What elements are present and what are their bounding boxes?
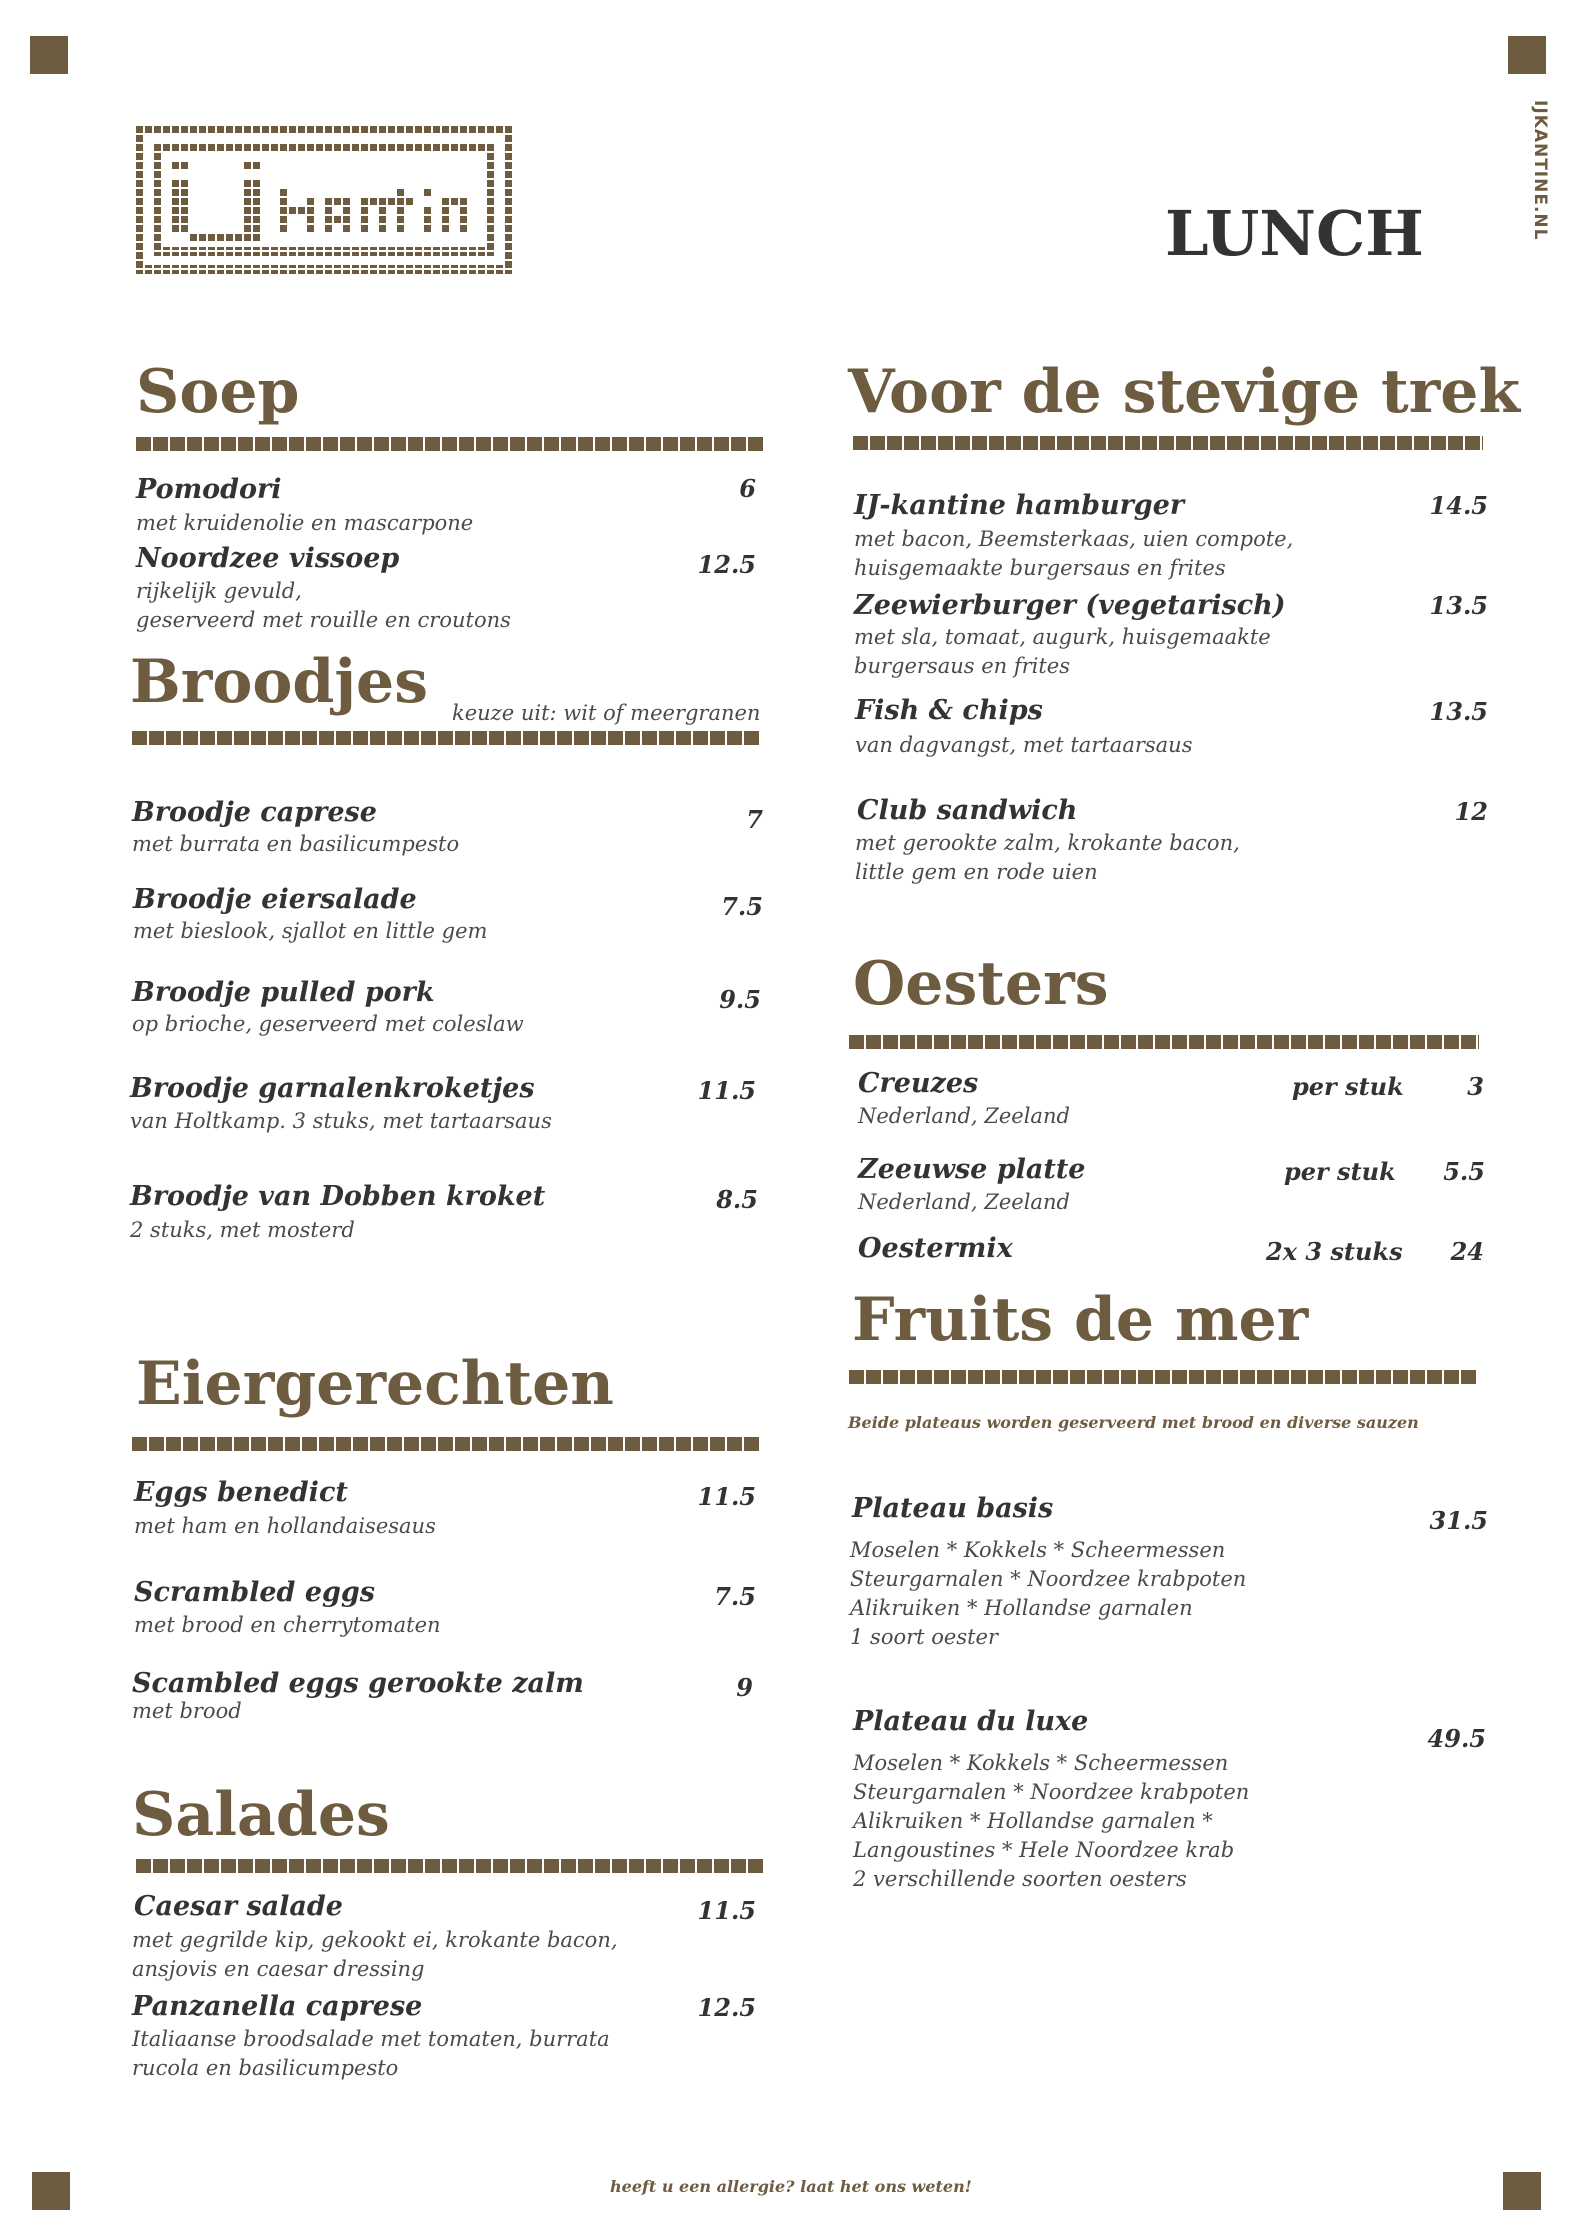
menu-item-name: Scrambled eggs bbox=[134, 1577, 375, 1608]
menu-item-price: 13.5 bbox=[1429, 697, 1488, 726]
menu-item-price: 6 bbox=[739, 474, 756, 503]
menu-item-price: 8.5 bbox=[716, 1185, 758, 1214]
menu-item-name: Zeewierburger (vegetarisch) bbox=[854, 590, 1286, 621]
menu-item-name: IJ-kantine hamburger bbox=[854, 490, 1185, 521]
menu-item-name: Noordzee vissoep bbox=[136, 543, 400, 574]
section-title-eiergerechten: Eiergerechten bbox=[136, 1349, 614, 1419]
corner-mark-bottom-left bbox=[32, 2172, 70, 2210]
menu-item-price: 9 bbox=[736, 1673, 753, 1702]
allergy-note: heeft u een allergie? laat het ons weten! bbox=[610, 2177, 972, 2196]
menu-item-desc: 1 soort oester bbox=[850, 1625, 999, 1649]
menu-item-name: Eggs benedict bbox=[134, 1477, 348, 1508]
section-divider bbox=[849, 1370, 1477, 1384]
menu-item-price: 12.5 bbox=[697, 1993, 756, 2022]
menu-item-price: 7.5 bbox=[721, 892, 763, 921]
menu-item-price: 7 bbox=[746, 805, 763, 834]
corner-mark-top-left bbox=[30, 36, 68, 74]
menu-item-price: 11.5 bbox=[697, 1076, 756, 1105]
menu-item-price: 31.5 bbox=[1429, 1506, 1488, 1535]
menu-item-desc: Alikruiken * Hollandse garnalen bbox=[850, 1596, 1193, 1620]
section-title-oesters: Oesters bbox=[853, 949, 1109, 1019]
menu-item-desc: op brioche, geserveerd met coleslaw bbox=[132, 1012, 524, 1036]
menu-item-desc: Nederland, Zeeland bbox=[858, 1190, 1070, 1214]
section-title-fruits-de-mer: Fruits de mer bbox=[852, 1285, 1309, 1355]
menu-item-desc: met brood bbox=[132, 1699, 242, 1723]
menu-item-name: Fish & chips bbox=[855, 695, 1043, 726]
menu-item-desc: Moselen * Kokkels * Scheermessen bbox=[853, 1751, 1229, 1775]
menu-item-unit: per stuk bbox=[1292, 1072, 1404, 1101]
menu-item-desc: Langoustines * Hele Noordzee krab bbox=[853, 1838, 1235, 1862]
website-text: IJKANTINE.NL bbox=[1530, 100, 1550, 241]
menu-item-desc: van Holtkamp. 3 stuks, met tartaarsaus bbox=[130, 1109, 552, 1133]
section-divider bbox=[136, 437, 764, 451]
menu-item-desc: 2 verschillende soorten oesters bbox=[853, 1867, 1187, 1891]
menu-item-name: Broodje eiersalade bbox=[133, 884, 417, 915]
menu-item-price: 7.5 bbox=[714, 1582, 756, 1611]
menu-item-name: Broodje pulled pork bbox=[132, 977, 435, 1008]
section-note: keuze uit: wit of meergranen bbox=[452, 701, 761, 725]
section-divider bbox=[132, 731, 760, 745]
menu-item-price: 12.5 bbox=[697, 550, 756, 579]
menu-item-name: Caesar salade bbox=[134, 1891, 343, 1922]
menu-item-desc: met ham en hollandaisesaus bbox=[134, 1514, 436, 1538]
section-divider bbox=[849, 1035, 1479, 1049]
menu-item-price: 49.5 bbox=[1427, 1724, 1486, 1753]
section-title-broodjes: Broodjes bbox=[130, 647, 428, 717]
menu-item-desc: Nederland, Zeeland bbox=[858, 1104, 1070, 1128]
section-note: Beide plateaus worden geserveerd met brood en diverse sauzen bbox=[848, 1413, 1419, 1432]
menu-item-price: 24 bbox=[1450, 1237, 1484, 1266]
menu-item-desc: burgersaus en frites bbox=[854, 654, 1070, 678]
menu-item-name: Panzanella caprese bbox=[132, 1991, 423, 2022]
section-divider bbox=[132, 1437, 760, 1451]
section-divider bbox=[853, 436, 1483, 450]
ij-kantine-logo bbox=[136, 126, 512, 274]
menu-item-name: Scambled eggs gerookte zalm bbox=[132, 1668, 584, 1699]
menu-item-price: 11.5 bbox=[697, 1482, 756, 1511]
menu-item-desc: rucola en basilicumpesto bbox=[132, 2056, 399, 2080]
menu-item-name: Broodje van Dobben kroket bbox=[130, 1181, 546, 1212]
menu-item-name: Plateau basis bbox=[852, 1493, 1054, 1524]
menu-item-price: 3 bbox=[1467, 1072, 1484, 1101]
menu-item-desc: met burrata en basilicumpesto bbox=[132, 832, 460, 856]
menu-item-price: 9.5 bbox=[719, 985, 761, 1014]
menu-item-price: 5.5 bbox=[1443, 1157, 1485, 1186]
menu-item-price: 11.5 bbox=[697, 1896, 756, 1925]
section-divider bbox=[136, 1859, 764, 1873]
menu-item-desc: Alikruiken * Hollandse garnalen * bbox=[853, 1809, 1213, 1833]
menu-item-name: Plateau du luxe bbox=[853, 1706, 1089, 1737]
section-title-soep: Soep bbox=[136, 357, 300, 427]
menu-item-name: Creuzes bbox=[858, 1068, 979, 1099]
menu-item-desc: Steurgarnalen * Noordzee krabpoten bbox=[853, 1780, 1250, 1804]
menu-item-desc: met gegrilde kip, gekookt ei, krokante bacon, bbox=[132, 1928, 618, 1952]
menu-item-desc: Steurgarnalen * Noordzee krabpoten bbox=[850, 1567, 1247, 1591]
menu-item-desc: rijkelijk gevuld, bbox=[136, 579, 302, 603]
menu-item-desc: huisgemaakte burgersaus en frites bbox=[854, 556, 1226, 580]
menu-item-desc: met gerookte zalm, krokante bacon, bbox=[855, 831, 1240, 855]
menu-item-name: Zeeuwse platte bbox=[858, 1154, 1086, 1185]
corner-mark-bottom-right bbox=[1503, 2172, 1541, 2210]
menu-item-price: 14.5 bbox=[1429, 491, 1488, 520]
menu-item-desc: Italiaanse broodsalade met tomaten, burrata bbox=[132, 2027, 610, 2051]
corner-mark-top-right bbox=[1508, 36, 1546, 74]
menu-item-desc: met brood en cherrytomaten bbox=[134, 1613, 441, 1637]
menu-item-unit: per stuk bbox=[1284, 1157, 1396, 1186]
section-title-stevige-trek: Voor de stevige trek bbox=[848, 357, 1521, 427]
menu-item-desc: met sla, tomaat, augurk, huisgemaakte bbox=[854, 625, 1271, 649]
menu-item-desc: met bieslook, sjallot en little gem bbox=[133, 919, 488, 943]
menu-item-name: Broodje garnalenkroketjes bbox=[130, 1073, 535, 1104]
menu-item-price: 12 bbox=[1454, 797, 1488, 826]
menu-item-desc: met kruidenolie en mascarpone bbox=[136, 511, 474, 535]
menu-item-desc: Moselen * Kokkels * Scheermessen bbox=[850, 1538, 1226, 1562]
menu-item-name: Pomodori bbox=[136, 474, 282, 505]
menu-item-desc: little gem en rode uien bbox=[855, 860, 1098, 884]
menu-item-desc: van dagvangst, met tartaarsaus bbox=[855, 733, 1193, 757]
menu-item-desc: geserveerd met rouille en croutons bbox=[136, 608, 511, 632]
menu-item-unit: 2x 3 stuks bbox=[1266, 1237, 1403, 1266]
menu-item-name: Club sandwich bbox=[857, 795, 1078, 826]
menu-title: LUNCH bbox=[1165, 197, 1424, 270]
menu-item-name: Broodje caprese bbox=[132, 797, 377, 828]
section-title-salades: Salades bbox=[132, 1780, 390, 1850]
menu-item-name: Oestermix bbox=[858, 1233, 1013, 1264]
menu-item-desc: ansjovis en caesar dressing bbox=[132, 1957, 425, 1981]
menu-item-desc: 2 stuks, met mosterd bbox=[130, 1218, 355, 1242]
menu-item-desc: met bacon, Beemsterkaas, uien compote, bbox=[854, 527, 1294, 551]
menu-item-price: 13.5 bbox=[1429, 591, 1488, 620]
